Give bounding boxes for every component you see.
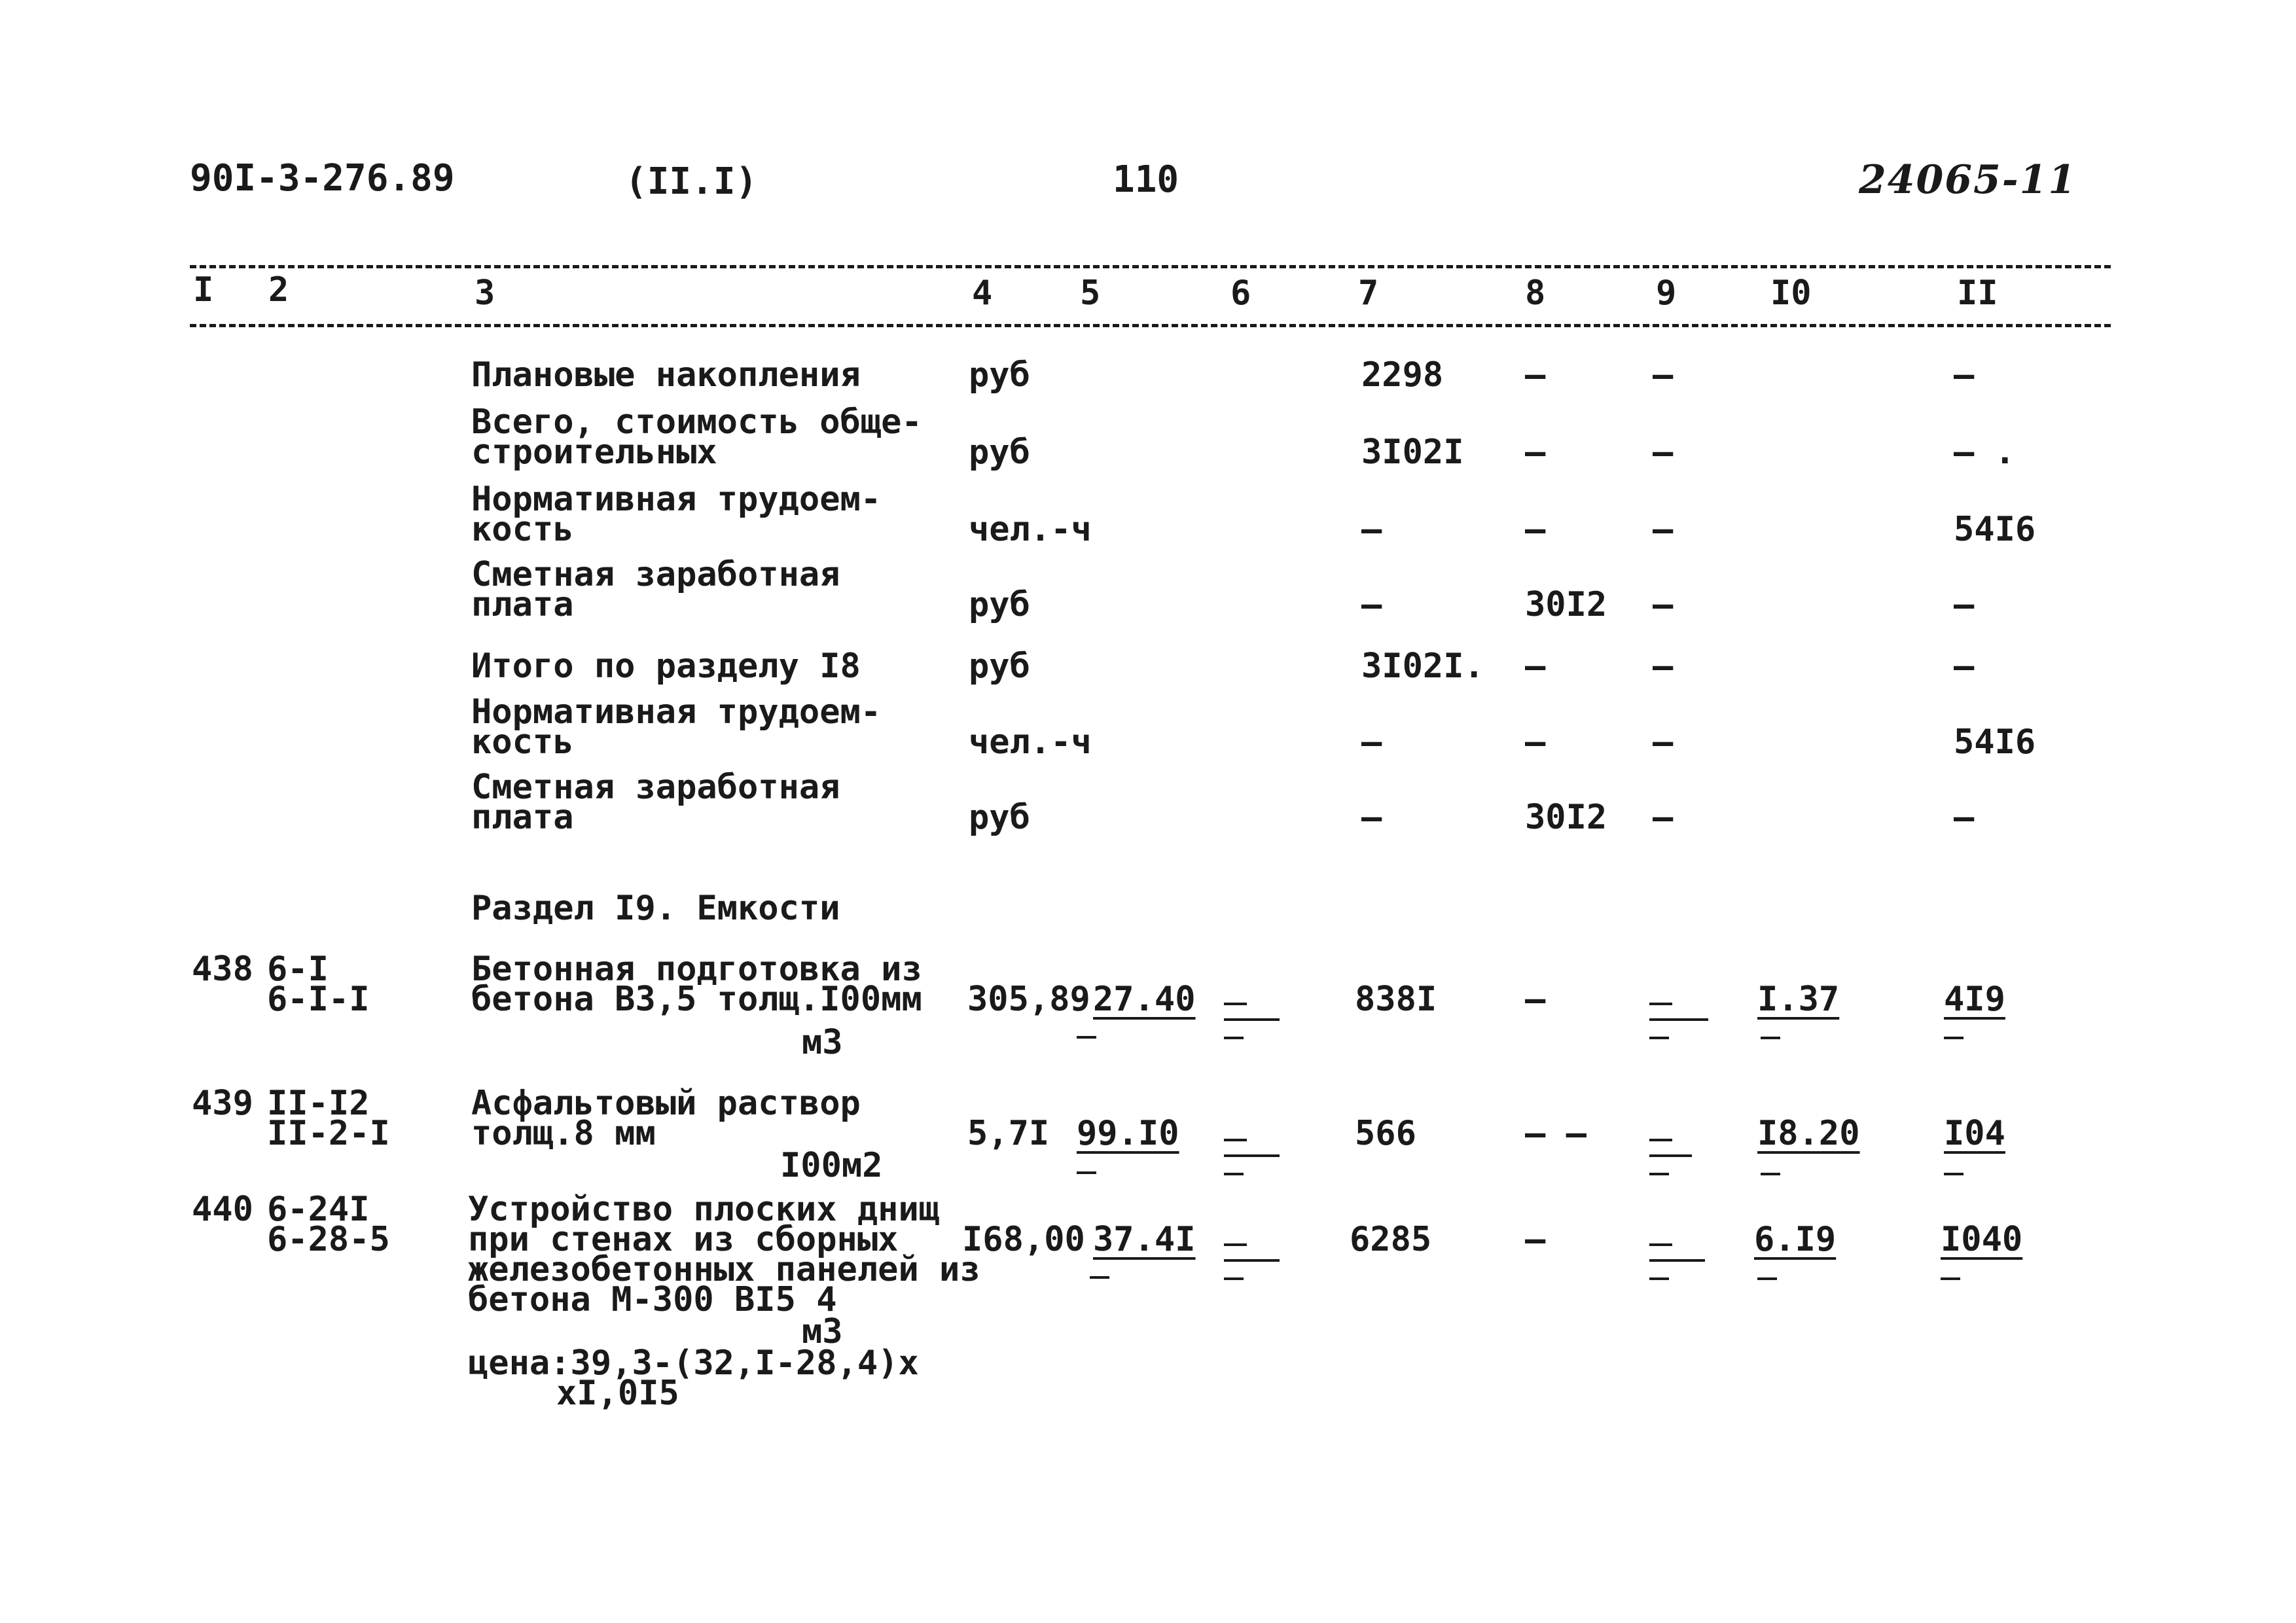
row-name: кость	[471, 722, 574, 762]
col9-double-dash	[1649, 1037, 1669, 1039]
col6-double-dash	[1224, 1277, 1244, 1280]
item-code: 6-24I	[267, 1190, 370, 1229]
row-col9: –	[1653, 433, 1674, 472]
item-col11: I040	[1941, 1220, 2023, 1259]
col6-double-dash	[1224, 1003, 1247, 1005]
item-col8: – –	[1525, 1114, 1587, 1153]
item-total: 6285	[1350, 1220, 1432, 1259]
column-header: 6	[1230, 274, 1251, 313]
price-formula: xI,0I5	[556, 1374, 679, 1413]
item-name: Асфальтовый раствор	[471, 1084, 861, 1123]
row-col8: –	[1525, 647, 1546, 686]
col9-double-dash	[1649, 1277, 1669, 1280]
column-header: 2	[268, 270, 289, 310]
item-code: II-2-I	[267, 1114, 390, 1153]
row-total: –	[1361, 722, 1382, 762]
col11-dash	[1944, 1173, 1964, 1175]
row-name: Сметная заработная	[471, 555, 840, 594]
row-col9: –	[1653, 355, 1674, 395]
row-col11: –	[1954, 798, 1975, 837]
row-col8: 30I2	[1525, 798, 1607, 837]
col6-double-dash	[1224, 1037, 1244, 1039]
page-number: 110	[1113, 158, 1179, 201]
item-col8: –	[1525, 1220, 1546, 1259]
row-col9: –	[1653, 798, 1674, 837]
header-top-rule	[190, 265, 2111, 268]
item-unit: м3	[802, 1312, 843, 1351]
item-quantity: 305,89	[967, 980, 1090, 1019]
document-code: 90I-3-276.89	[190, 157, 455, 200]
row-name: Плановые накопления	[471, 355, 861, 395]
row-name: Итого по разделу I8	[471, 647, 861, 686]
item-name: Устройство плоских днищ	[468, 1190, 940, 1229]
row-total: –	[1361, 585, 1382, 624]
item-name: при стенах из сборных	[468, 1220, 899, 1259]
col6-double-dash	[1224, 1259, 1280, 1262]
price-dash	[1077, 1036, 1096, 1039]
row-name: строительных	[471, 433, 717, 472]
col9-double-dash	[1649, 1139, 1672, 1141]
item-name: Бетонная подготовка из	[471, 950, 922, 989]
col6-double-dash	[1224, 1243, 1247, 1246]
row-col8: –	[1525, 433, 1546, 472]
row-unit: руб	[969, 798, 1030, 837]
item-code: 6-I-I	[267, 980, 370, 1019]
row-total: 3I02I.	[1361, 647, 1484, 686]
section-title: Раздел I9. Емкости	[471, 889, 840, 928]
price-dash	[1077, 1171, 1096, 1174]
row-col9: –	[1653, 510, 1674, 549]
row-col9: –	[1653, 647, 1674, 686]
col6-double-dash	[1224, 1173, 1244, 1175]
row-name: кость	[471, 510, 574, 549]
col10-dash	[1757, 1277, 1777, 1280]
row-name: плата	[471, 585, 574, 624]
col9-double-dash	[1649, 1243, 1672, 1246]
row-col8: 30I2	[1525, 585, 1607, 624]
item-name: бетона В3,5 толщ.I00мм	[471, 980, 922, 1019]
row-unit: руб	[969, 433, 1030, 472]
row-unit: руб	[969, 647, 1030, 686]
column-header: I	[193, 270, 214, 310]
row-col11: – .	[1954, 433, 2015, 472]
item-unit: I00м2	[780, 1146, 883, 1185]
row-name: Всего, стоимость обще-	[471, 402, 922, 442]
item-quantity: 5,7I	[967, 1114, 1050, 1153]
row-col9: –	[1653, 722, 1674, 762]
item-total: 838I	[1355, 980, 1437, 1019]
item-total: 566	[1355, 1114, 1416, 1153]
row-total: –	[1361, 798, 1382, 837]
price-formula: цена:39,3-(32,I-28,4)x	[468, 1344, 919, 1383]
row-name: Нормативная трудоем-	[471, 692, 882, 732]
item-unit-price: 37.4I	[1093, 1220, 1196, 1259]
column-header: I0	[1770, 274, 1812, 313]
col9-double-dash	[1649, 1259, 1705, 1262]
row-col8: –	[1525, 722, 1546, 762]
row-col11: –	[1954, 355, 1975, 395]
row-unit: чел.-ч	[969, 722, 1092, 762]
item-name: толщ.8 мм	[471, 1114, 656, 1153]
header-bottom-rule	[190, 324, 2111, 327]
col11-dash	[1941, 1277, 1960, 1280]
col9-double-dash	[1649, 1018, 1708, 1021]
inventory-number: 24065-11	[1859, 157, 2077, 203]
column-header: 4	[972, 274, 993, 313]
item-col10: I8.20	[1757, 1114, 1860, 1153]
row-unit: чел.-ч	[969, 510, 1092, 549]
price-dash	[1090, 1276, 1109, 1279]
item-col11: 4I9	[1944, 980, 2005, 1019]
item-code: II-I2	[267, 1084, 370, 1123]
item-unit: м3	[802, 1023, 843, 1062]
album-number: (II.I)	[625, 160, 758, 203]
row-col8: –	[1525, 510, 1546, 549]
column-header: 5	[1080, 274, 1101, 313]
column-header: II	[1957, 274, 1998, 313]
item-name: бетона М-300 ВI5 4	[468, 1280, 837, 1319]
item-number: 438	[192, 950, 253, 989]
col9-double-dash	[1649, 1154, 1692, 1157]
col9-double-dash	[1649, 1173, 1669, 1175]
col10-dash	[1761, 1037, 1780, 1039]
row-col11: –	[1954, 585, 1975, 624]
row-unit: руб	[969, 585, 1030, 624]
item-quantity: I68,00	[962, 1220, 1085, 1259]
item-name: железобетонных панелей из	[468, 1250, 980, 1289]
item-col11: I04	[1944, 1114, 2005, 1153]
row-col11: 54I6	[1954, 722, 2036, 762]
row-name: Нормативная трудоем-	[471, 480, 882, 519]
item-number: 440	[192, 1190, 253, 1229]
col9-double-dash	[1649, 1003, 1672, 1005]
row-name: плата	[471, 798, 574, 837]
col6-double-dash	[1224, 1018, 1280, 1021]
row-total: 2298	[1361, 355, 1444, 395]
row-unit: руб	[969, 355, 1030, 395]
item-number: 439	[192, 1084, 253, 1123]
item-col8: –	[1525, 980, 1546, 1019]
row-total: 3I02I	[1361, 433, 1464, 472]
column-header: 7	[1358, 274, 1379, 313]
row-col8: –	[1525, 355, 1546, 395]
item-code: 6-28-5	[267, 1220, 390, 1259]
item-col10: I.37	[1757, 980, 1840, 1019]
col11-dash	[1944, 1037, 1964, 1039]
column-header: 3	[475, 274, 495, 313]
item-unit-price: 27.40	[1093, 980, 1196, 1019]
row-col11: –	[1954, 647, 1975, 686]
column-header: 9	[1656, 274, 1677, 313]
col6-double-dash	[1224, 1154, 1280, 1157]
row-name: Сметная заработная	[471, 768, 840, 807]
row-col9: –	[1653, 585, 1674, 624]
column-header: 8	[1525, 274, 1546, 313]
row-total: –	[1361, 510, 1382, 549]
item-unit-price: 99.I0	[1077, 1114, 1179, 1153]
col10-dash	[1761, 1173, 1780, 1175]
item-code: 6-I	[267, 950, 329, 989]
col6-double-dash	[1224, 1139, 1247, 1141]
item-col10: 6.I9	[1754, 1220, 1837, 1259]
row-col11: 54I6	[1954, 510, 2036, 549]
